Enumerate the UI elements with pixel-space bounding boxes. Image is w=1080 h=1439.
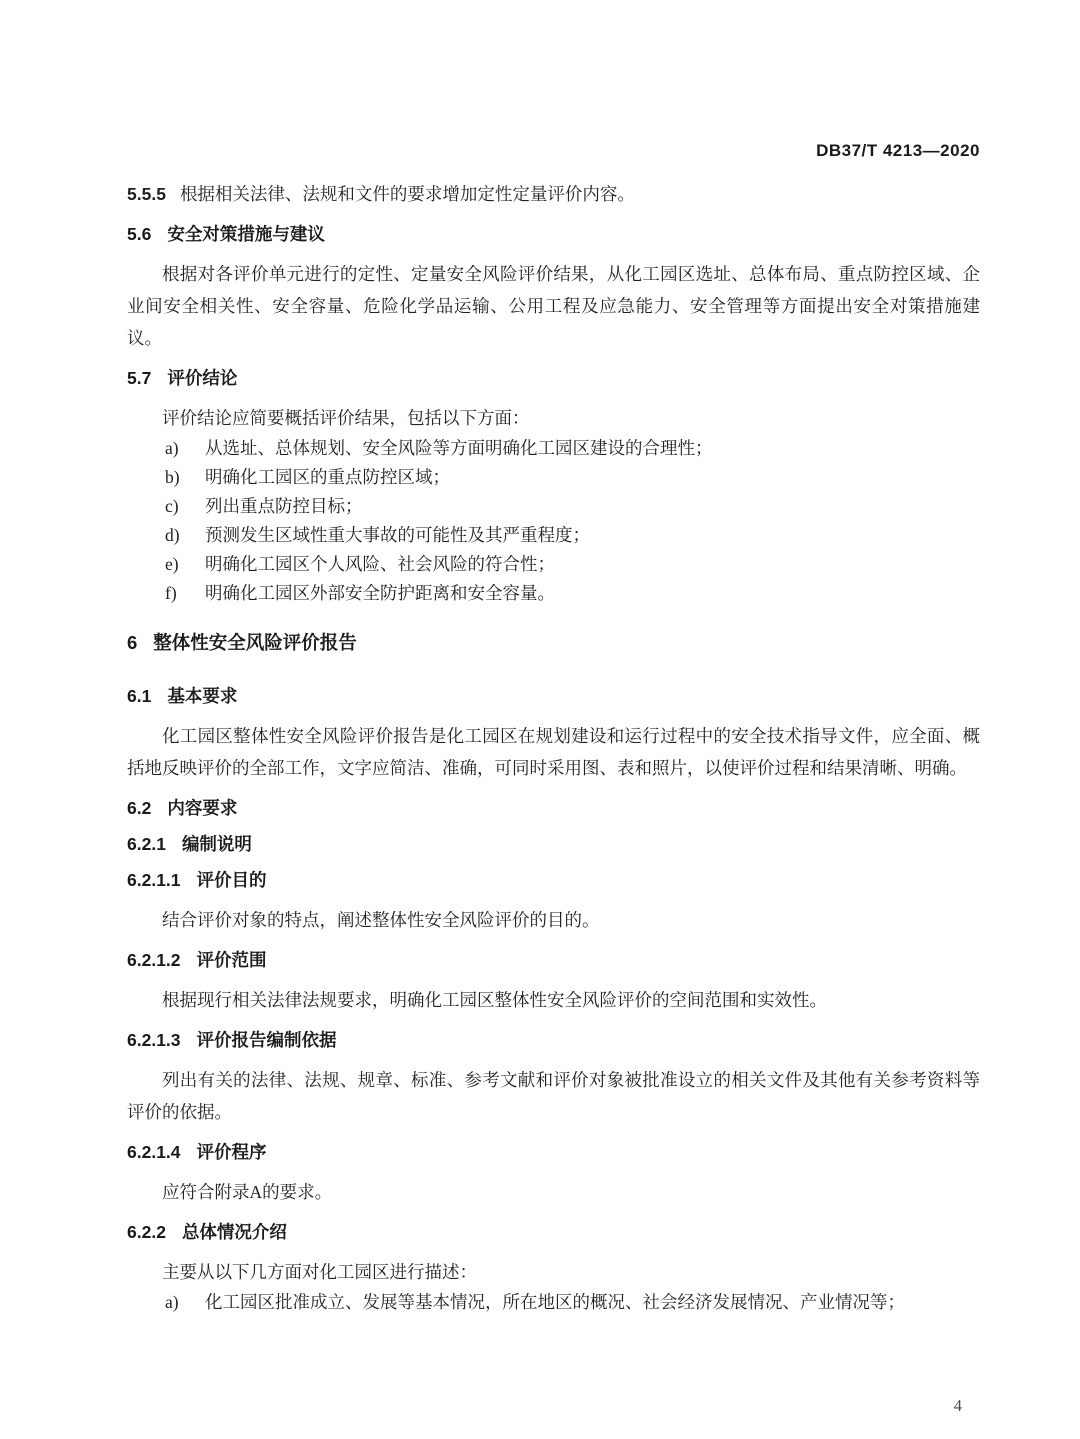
list-text: 预测发生区域性重大事故的可能性及其严重程度； [205, 525, 590, 545]
heading-number: 6.2.2 [127, 1222, 166, 1242]
list-item [127, 434, 980, 463]
heading-6-2-1 [127, 832, 980, 856]
paragraph-6-1: 化工园区整体性安全风险评价报告是化工园区在规划建设和运行过程中的安全技术指导文件，应全面、概括地反映评价的全部工作，文字应简洁、准确，可同时采用图、表和照片，以使评价过程和结果清晰、明确。 [127, 726, 980, 778]
conclusion-list [127, 434, 980, 608]
page-number: 4 [953, 1396, 962, 1415]
list-item [127, 550, 980, 579]
list-text: 化工园区批准成立、发展等基本情况，所在地区的概况、社会经济发展情况、产业情况等； [205, 1292, 905, 1312]
heading-title: 评价程序 [196, 1142, 267, 1162]
paragraph-5-6: 根据对各评价单元进行的定性、定量安全风险评价结果，从化工园区选址、总体布局、重点防控区域、企业间安全相关性、安全容量、危险化学品运输、公用工程及应急能力、安全管理等方面提出安全对策措施建议。 [127, 264, 980, 348]
heading-6-1 [127, 684, 980, 708]
heading-number: 6.1 [127, 686, 152, 706]
list-item [127, 492, 980, 521]
list-item [127, 521, 980, 550]
standard-code: DB37/T 4213—2020 [816, 141, 980, 160]
heading-number: 6.2.1 [127, 834, 166, 854]
list-marker: b) [165, 467, 180, 487]
paragraph-6-2-1-3: 列出有关的法律、法规、规章、标准、参考文献和评价对象被批准设立的相关文件及其他有关参考资料等评价的依据。 [127, 1070, 980, 1122]
list-item [127, 579, 980, 608]
heading-6-2-1-1 [127, 868, 980, 892]
heading-number: 6.2.1.1 [127, 870, 181, 890]
heading-title: 评价结论 [167, 368, 238, 388]
heading-number: 6 [127, 632, 138, 653]
heading-title: 编制说明 [181, 834, 252, 854]
list-text: 明确化工园区外部安全防护距离和安全容量。 [205, 583, 555, 603]
heading-number: 6.2 [127, 798, 152, 818]
heading-number: 6.2.1.2 [127, 950, 181, 970]
heading-6-2-2 [127, 1220, 980, 1244]
overview-list [127, 1288, 980, 1317]
clause-number: 5.5.5 [127, 184, 166, 204]
heading-number: 5.7 [127, 368, 152, 388]
list-text: 列出重点防控目标； [205, 496, 363, 516]
heading-title: 评价范围 [196, 950, 267, 970]
paragraph-6-2-2-intro: 主要从以下几方面对化工园区进行描述： [162, 1262, 477, 1282]
list-marker: c) [165, 496, 179, 516]
paragraph-5-7-intro: 评价结论应简要概括评价结果，包括以下方面： [162, 408, 530, 428]
list-marker: e) [165, 554, 179, 574]
heading-5-7 [127, 366, 980, 390]
paragraph-6-2-1-1: 结合评价对象的特点，阐述整体性安全风险评价的目的。 [162, 910, 600, 930]
list-marker: a) [165, 1292, 179, 1312]
clause-text: 根据相关法律、法规和文件的要求增加定性定量评价内容。 [179, 184, 635, 204]
list-marker: a) [165, 438, 179, 458]
heading-6-2-1-3 [127, 1028, 980, 1052]
heading-title: 评价报告编制依据 [196, 1030, 337, 1050]
heading-6-2 [127, 796, 980, 820]
paragraph-6-2-1-2: 根据现行相关法律法规要求，明确化工园区整体性安全风险评价的空间范围和实效性。 [162, 990, 827, 1010]
list-text: 明确化工园区个人风险、社会风险的符合性； [205, 554, 555, 574]
list-text: 明确化工园区的重点防控区域； [205, 467, 450, 487]
list-item [127, 1288, 980, 1317]
heading-title: 内容要求 [167, 798, 238, 818]
heading-5-6 [127, 222, 980, 246]
paragraph-6-2-1-4: 应符合附录A的要求。 [162, 1182, 333, 1202]
list-text: 从选址、总体规划、安全风险等方面明确化工园区建设的合理性； [205, 438, 713, 458]
heading-title: 基本要求 [167, 686, 238, 706]
list-marker: d) [165, 525, 180, 545]
list-item [127, 463, 980, 492]
heading-number: 6.2.1.3 [127, 1030, 181, 1050]
heading-title: 总体情况介绍 [181, 1222, 287, 1242]
heading-6-2-1-4 [127, 1140, 980, 1164]
heading-title: 安全对策措施与建议 [167, 224, 325, 244]
heading-title: 整体性安全风险评价报告 [153, 632, 357, 653]
heading-number: 5.6 [127, 224, 152, 244]
list-marker: f) [165, 583, 177, 603]
heading-6 [127, 630, 980, 656]
heading-number: 6.2.1.4 [127, 1142, 181, 1162]
heading-title: 评价目的 [196, 870, 267, 890]
clause-5-5-5 [127, 178, 980, 210]
heading-6-2-1-2 [127, 948, 980, 972]
